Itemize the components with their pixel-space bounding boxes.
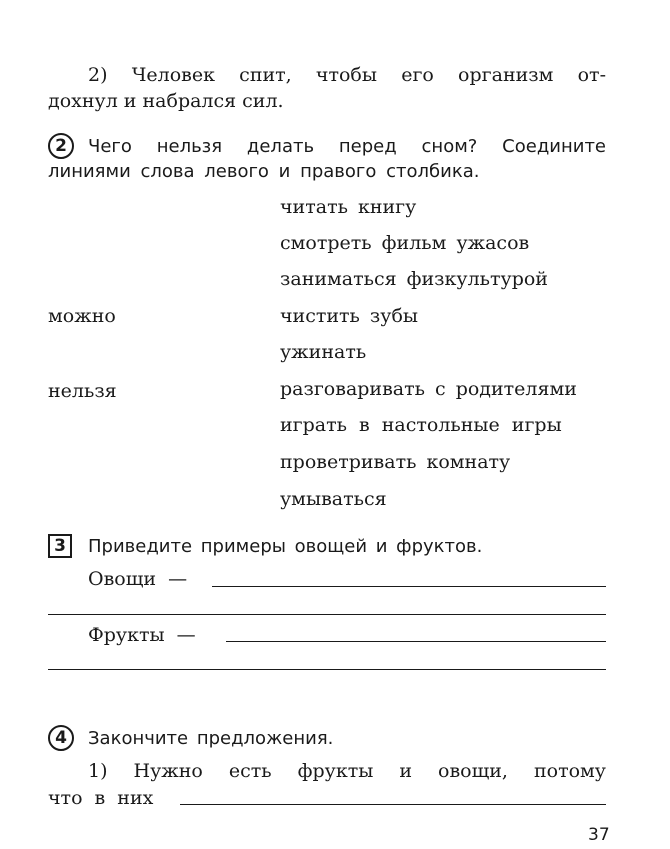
vegetables-answer-line[interactable] — [212, 586, 606, 587]
vegetables-label: Овощи — — [88, 568, 188, 590]
sentence-line-2: дохнул и набрался сил. — [48, 90, 284, 112]
task-2-instruction-line-1: Чего нельзя делать перед сном? Соедините — [88, 136, 606, 157]
task-4-number: 4 — [48, 725, 74, 751]
task-4-answer-line[interactable] — [180, 804, 606, 805]
task-2-instruction-line-2: линиями слова левого и правого столбика. — [48, 161, 480, 182]
task-4-sentence-line-1: 1) Нужно есть фрукты и овощи, потому — [88, 760, 606, 782]
task-2-number: 2 — [48, 133, 74, 159]
right-column-item: заниматься физкультурой — [280, 268, 548, 290]
right-column-item: чистить зубы — [280, 305, 419, 327]
fruits-answer-line[interactable] — [226, 641, 606, 642]
right-column-item: проветривать комнату — [280, 451, 511, 473]
right-column-item: смотреть фильм ужасов — [280, 232, 530, 254]
page-number: 37 — [588, 825, 610, 845]
task-4-instruction: Закончите предложения. — [88, 728, 334, 749]
right-column-item: читать книгу — [280, 196, 417, 218]
right-column-item: разговаривать с родителями — [280, 378, 577, 400]
task-3-number: 3 — [48, 534, 72, 558]
left-column-item-can: можно — [48, 305, 116, 327]
task-4-sentence-line-2: что в них — [48, 787, 154, 809]
left-column-item-cannot: нельзя — [48, 380, 117, 402]
fruits-label: Фрукты — — [88, 624, 196, 646]
right-column-item: ужинать — [280, 341, 367, 363]
fruits-answer-line-2[interactable] — [48, 669, 606, 670]
task-3-instruction: Приведите примеры овощей и фруктов. — [88, 536, 483, 557]
sentence-line-1: 2) Человек спит, чтобы его организм от- — [88, 64, 606, 86]
right-column-item: играть в настольные игры — [280, 414, 562, 436]
right-column-item: умываться — [280, 488, 387, 510]
vegetables-answer-line-2[interactable] — [48, 614, 606, 615]
